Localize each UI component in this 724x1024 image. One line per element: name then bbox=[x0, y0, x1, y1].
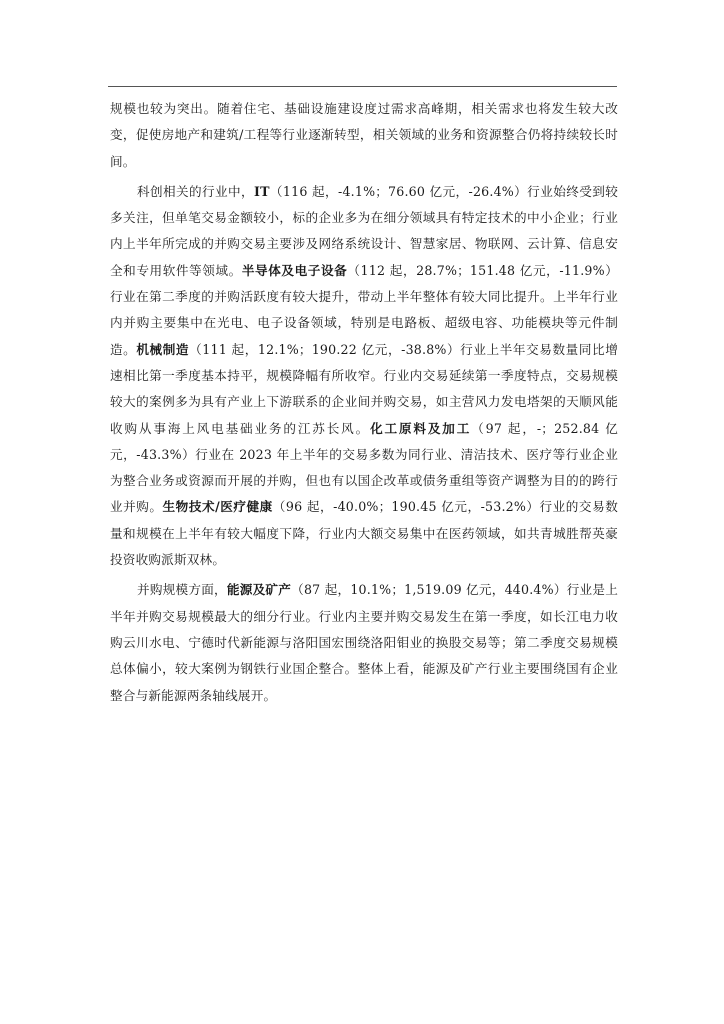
text-run: （116 起，-4.1%；76.60 亿元，-26.4%）行业始终受到较多关注，但单笔交易金额较小，标的企业多为在细分领域具有特定技术的中小企业；行业内上半年所完成的并购交易主要涉及网络系统设计、智慧家居、物联网、云计算、信息安全和专用软件等领域。 bbox=[110, 183, 619, 278]
industry-label-chemicals: 化工原料及加工 bbox=[370, 420, 472, 436]
text-run: （112 起，28.7%；151.48 亿元，-11.9%）行业在第二季度的并购活跃度有较大提升，带动上半年整体有较大同比提升。上半年行业内并购主要集中在光电、电子设备领域，特别是电路板、超级电容、功能模块等元件制造。 bbox=[110, 262, 618, 357]
text-run: （111 起，12.1%；190.22 亿元，-38.8%）行业上半年交易数量同比增速相比第一季度基本持平，规模降幅有所收窄。行业内交易延续第一季度特点，交易规模较大的案例多为具有产业上下游联系的企业间并购交易，如主营风力发电塔架的天顺风能收购从事海上风电基础业务的江苏长风。 bbox=[110, 341, 618, 436]
text-run: 规模也较为突出。随着住宅、基础设施建设度过需求高峰期，相关需求也将发生较大改变，促使房地产和建筑/工程等行业逐渐转型，相关领域的业务和资源整合仍将持续较长时间。 bbox=[110, 101, 618, 169]
industry-label-machinery: 机械制造 bbox=[136, 341, 190, 357]
text-run: （87 起，10.1%；1,519.09 亿元，440.4%）行业是上半年并购交易规模最大的细分行业。行业内主要并购交易发生在第一季度，如长江电力收购云川水电、宁德时代新能源与洛阳国宏围绕洛阳钼业的换股交易等；第二季度交易规模总体偏小，较大案例为钢铁行业国企整合。整体上看，能源及矿产行业主要围绕国有企业整合与新能源两条轴线展开。 bbox=[110, 582, 619, 703]
industry-label-it: IT bbox=[254, 183, 270, 199]
text-run: （96 起，-40.0%；190.45 亿元，-53.2%）行业的交易数量和规模在上半年有较大幅度下降，行业内大额交易集中在医药领域，如共青城胜帮英豪投资收购派斯双林。 bbox=[110, 499, 618, 568]
text-run: 并购规模方面， bbox=[137, 582, 227, 598]
paragraph-2 bbox=[110, 179, 618, 573]
header-rule bbox=[108, 86, 617, 87]
industry-label-semiconductor: 半导体及电子设备 bbox=[241, 262, 348, 278]
industry-label-biotech: 生物技术/医疗健康 bbox=[162, 499, 273, 515]
text-run: （97 起，-；252.84 亿元，-43.3%）行业在 2023 年上半年的交易多数为同行业、清洁技术、医疗等行业企业为整合业务或资源而开展的并购，但也有以国企改革或债务重组等资产调整为目的的跨行业并购。 bbox=[110, 420, 618, 515]
document-body bbox=[110, 96, 618, 713]
text-run: 科创相关的行业中， bbox=[137, 183, 255, 199]
paragraph-3 bbox=[110, 577, 618, 708]
paragraph-1 bbox=[110, 96, 618, 175]
industry-label-energy: 能源及矿产 bbox=[226, 582, 292, 598]
